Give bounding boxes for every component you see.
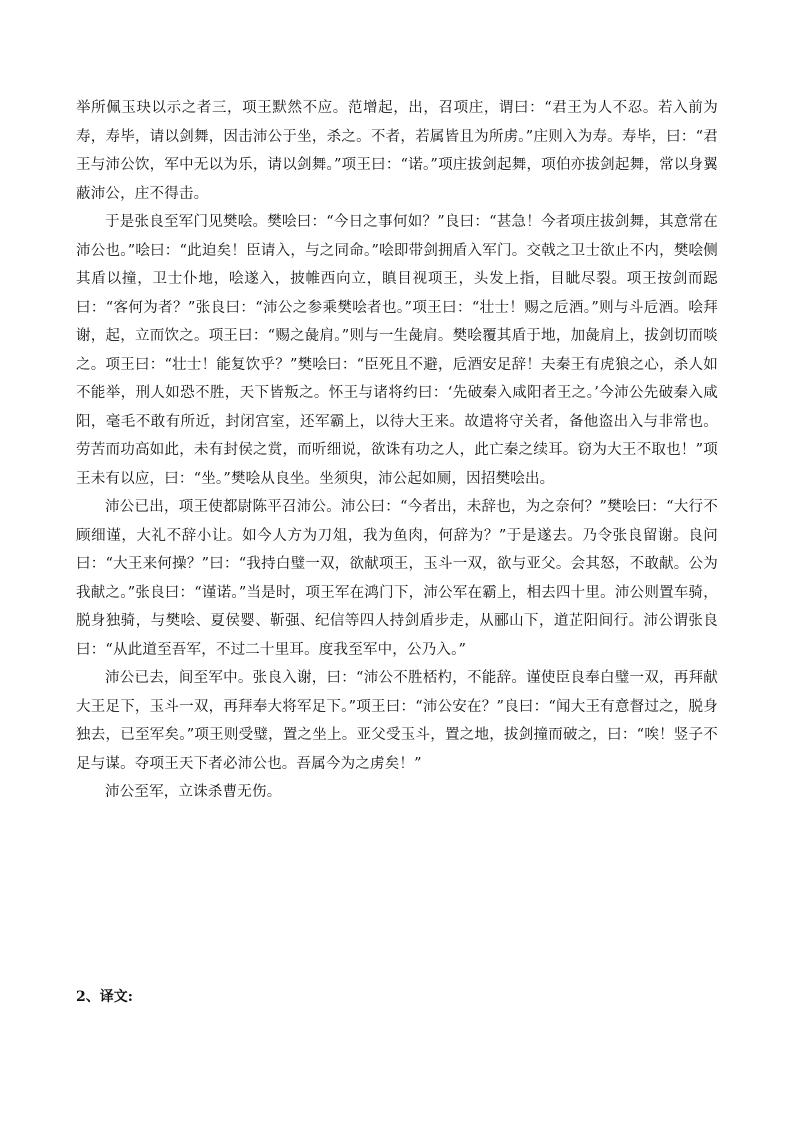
paragraph-5: 沛公至军，立诛杀曹无伤。 bbox=[105, 784, 282, 800]
main-text bbox=[76, 94, 718, 807]
paragraph-1: 举所佩玉玦以示之者三，项王默然不应。范增起，出，召项庄，谓曰：“君王为人不忍。若入前为寿，寿毕，请以剑舞，因击沛公于坐，杀之。不者，若属皆且为所虏。”庄则入为寿。寿毕，曰：“君王与沛公饮，军中无以为乐，请以剑舞。”项王曰：“诺。”项庄拔剑起舞，项伯亦拔剑起舞，常以身翼蔽沛公，庄不得击。 bbox=[76, 100, 718, 202]
section-label: 2、译文: bbox=[76, 989, 133, 1005]
paragraph-2: 于是张良至军门见樊哙。樊哙曰：“今日之事何如？”良曰：“甚急！今者项庄拔剑舞，其意常在沛公也。”哙曰：“此迫矣！臣请入，与之同命。”哙即带剑拥盾入军门。交戟之卫士欲止不内，樊哙侧其盾以撞，卫士仆地，哙遂入，披帷西向立，瞋目视项王，头发上指，目眦尽裂。项王按剑而跽曰：“客何为者？”张良曰：“沛公之参乘樊哙者也。”项王曰：“壮士！赐之卮酒。”则与斗卮酒。哙拜谢，起，立而饮之。项王曰：“赐之彘肩。”则与一生彘肩。樊哙覆其盾于地，加彘肩上，拔剑切而啖之。项王曰：“壮士！能复饮乎？”樊哙曰：“臣死且不避，卮酒安足辞！夫秦王有虎狼之心，杀人如不能举，刑人如恐不胜，天下皆叛之。怀王与诸将约曰：‘先破秦入咸阳者王之。’今沛公先破秦入咸阳，毫毛不敢有所近，封闭宫室，还军霸上，以待大王来。故遣将守关者，备他盗出入与非常也。劳苦而功高如此，未有封侯之赏，而听细说，欲诛有功之人，此亡秦之续耳。窃为大王不取也！”项王未有以应，曰：“坐。”樊哙从良坐。坐须臾，沛公起如厕，因招樊哙出。 bbox=[76, 214, 718, 487]
paragraph-4: 沛公已去，间至军中。张良入谢，曰：“沛公不胜桮杓，不能辞。谨使臣良奉白璧一双，再拜献大王足下，玉斗一双，再拜奉大将军足下。”项王曰：“沛公安在？”良曰：“闻大王有意督过之，脱身独去，已至军矣。”项王则受璧，置之坐上。亚父受玉斗，置之地，拔剑撞而破之，曰：“唉！竖子不足与谋。夺项王天下者必沛公也。吾属今为之虏矣！” bbox=[76, 670, 718, 772]
paragraph-3: 沛公已出，项王使都尉陈平召沛公。沛公曰：“今者出，未辞也，为之奈何？”樊哙曰：“大行不顾细谨，大礼不辞小让。如今人方为刀俎，我为鱼肉，何辞为？”于是遂去。乃令张良留谢。良问曰：“大王来何操？”曰：“我持白璧一双，欲献项王，玉斗一双，欲与亚父。会其怒，不敢献。公为我献之。”张良曰：“谨诺。”当是时，项王军在鸿门下，沛公军在霸上，相去四十里。沛公则置车骑，脱身独骑，与樊哙、夏侯婴、靳强、纪信等四人持剑盾步走，从郦山下，道芷阳间行。沛公谓张良曰：“从此道至吾军，不过二十里耳。度我至军中，公乃入。” bbox=[76, 499, 718, 658]
